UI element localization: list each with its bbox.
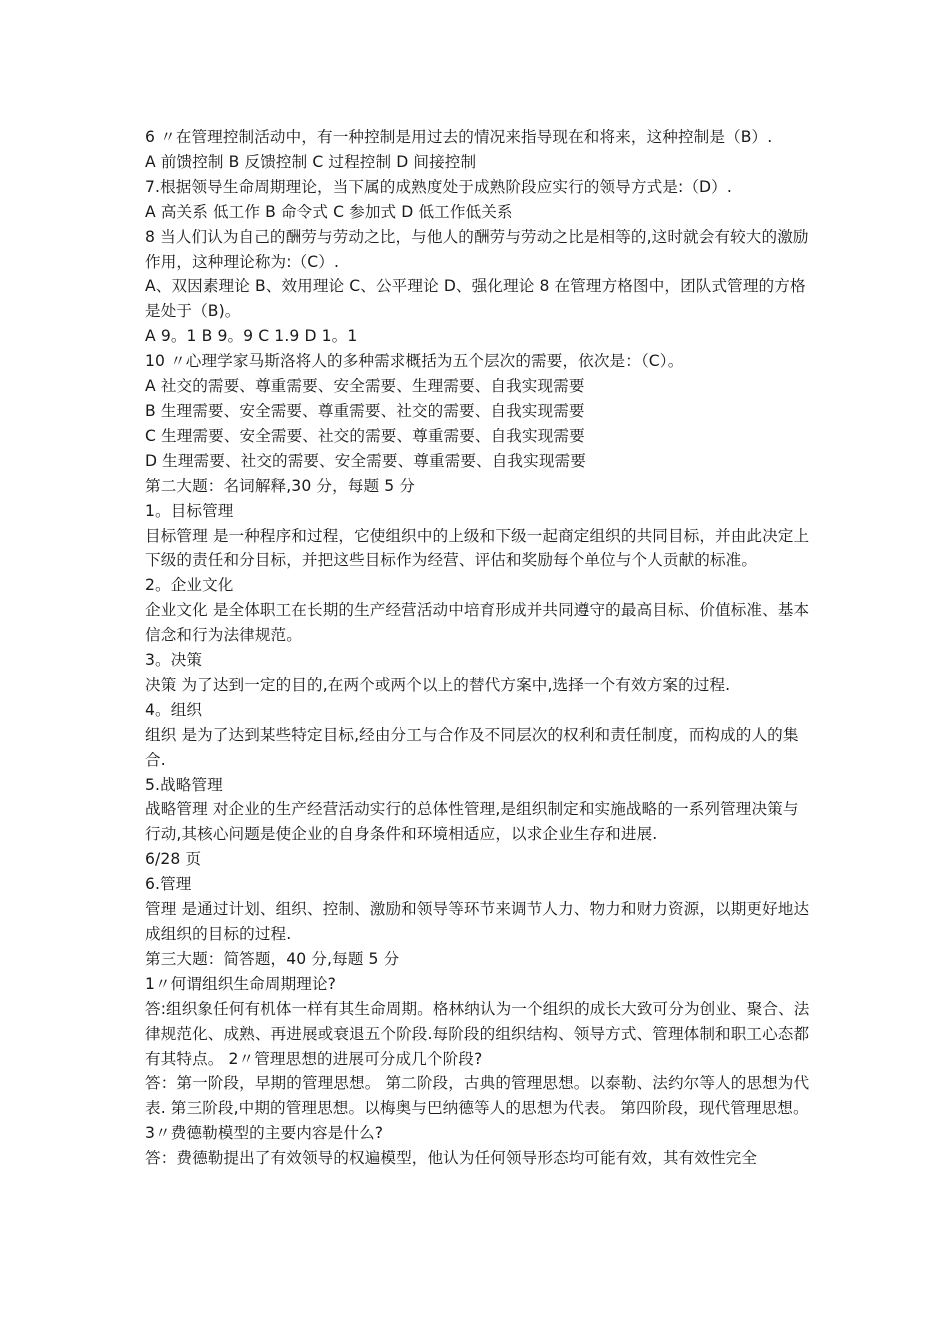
section-2-heading: 第二大题：名词解释,30 分，每题 5 分 xyxy=(145,476,416,495)
term-3-heading: 3。决策 xyxy=(145,651,203,670)
question-10-option-d: D 生理需要、社交的需要、安全需要、尊重需要、自我实现需要 xyxy=(145,451,586,470)
section-3-heading: 第三大题：简答题，40 分,每题 5 分 xyxy=(145,949,400,968)
term-2-heading: 2。企业文化 xyxy=(145,576,234,595)
page-number: 6/28 页 xyxy=(145,850,202,869)
term-5-heading: 5.战略管理 xyxy=(145,775,223,794)
term-5-definition: 战略管理 对企业的生产经营活动实行的总体性管理,是组织制定和实施战略的一系列管理决策与行动,其核心问题是使企业的自身条件和环境相适应，以求企业生存和进展. xyxy=(145,800,799,844)
term-3-definition: 决策 为了达到一定的目的,在两个或两个以上的替代方案中,选择一个有效方案的过程. xyxy=(145,675,731,694)
question-8: 8 当人们认为自己的酬劳与劳动之比，与他人的酬劳与劳动之比是相等的,这时就会有较大的激励作用，这种理论称为:（C）. xyxy=(145,227,809,271)
question-10-option-a: A 社交的需要、尊重需要、安全需要、生理需要、自我实现需要 xyxy=(145,377,585,396)
question-6-options: A 前馈控制 B 反馈控制 C 过程控制 D 间接控制 xyxy=(145,152,477,171)
term-6-heading: 6.管理 xyxy=(145,875,192,894)
document-page xyxy=(145,125,813,1171)
term-1-heading: 1。目标管理 xyxy=(145,501,234,520)
question-6: 6 〃在管理控制活动中，有一种控制是用过去的情况来指导现在和将来，这种控制是（B）. xyxy=(145,128,773,146)
question-10: 10 〃心理学家马斯洛将人的多种需求概括为五个层次的需要，依次是：（C）。 xyxy=(145,352,684,371)
short-question-1: 1〃何谓组织生命周期理论? xyxy=(145,974,337,993)
question-10-option-b: B 生理需要、安全需要、尊重需要、社交的需要、自我实现需要 xyxy=(145,401,585,420)
short-answer-1: 答:组织象任何有机体一样有其生命周期。格林纳认为一个组织的成长大致可分为创业、聚合、法律规范化、成熟、再进展或衰退五个阶段.每阶段的组织结构、领导方式、管理体制和职工心态都有其特点。 2〃管理思想的进展可分成几个阶段? xyxy=(145,999,810,1068)
term-4-definition: 组织 是为了达到某些特定目标,经由分工与合作及不同层次的权利和责任制度，而构成的人的集合. xyxy=(145,725,799,769)
short-answer-3: 答：费德勒提出了有效领导的权遍模型，他认为任何领导形态均可能有效，其有效性完全 xyxy=(145,1149,758,1168)
question-9-options: A 9。1 B 9。9 C 1.9 D 1。1 xyxy=(145,327,358,346)
question-7: 7.根据领导生命周期理论，当下属的成熟度处于成熟阶段应实行的领导方式是:（D）. xyxy=(145,177,732,196)
term-2-definition: 企业文化 是全体职工在长期的生产经营活动中培育形成并共同遵守的最高目标、价值标准、基本信念和行为法律规范。 xyxy=(145,601,810,645)
question-10-option-c: C 生理需要、安全需要、社交的需要、尊重需要、自我实现需要 xyxy=(145,426,585,445)
question-8-options: A、双因素理论 B、效用理论 C、公平理论 D、强化理论 8 在管理方格图中，团队式管理的方格是处于（B)。 xyxy=(145,277,806,321)
question-7-options: A 高关系 低工作 B 命令式 C 参加式 D 低工作低关系 xyxy=(145,202,513,221)
term-1-definition: 目标管理 是一种程序和过程，它使组织中的上级和下级一起商定组织的共同目标，并由此决定上下级的责任和分目标，并把这些目标作为经营、评估和奖励每个单位与个人贡献的标准。 xyxy=(145,526,810,570)
term-4-heading: 4。组织 xyxy=(145,700,203,719)
term-6-definition: 管理 是通过计划、组织、控制、激励和领导等环节来调节人力、物力和财力资源，以期更好地达成组织的目标的过程. xyxy=(145,900,810,943)
short-answer-2: 答：第一阶段，早期的管理思想。 第二阶段，古典的管理思想。以泰勒、法约尔等人的思想为代表. 第三阶段,中期的管理思想。以梅奥与巴纳德等人的思想为代表。 第四阶段，现代管理思想。 3〃费德勒模型的主要内容是什么? xyxy=(145,1074,810,1143)
